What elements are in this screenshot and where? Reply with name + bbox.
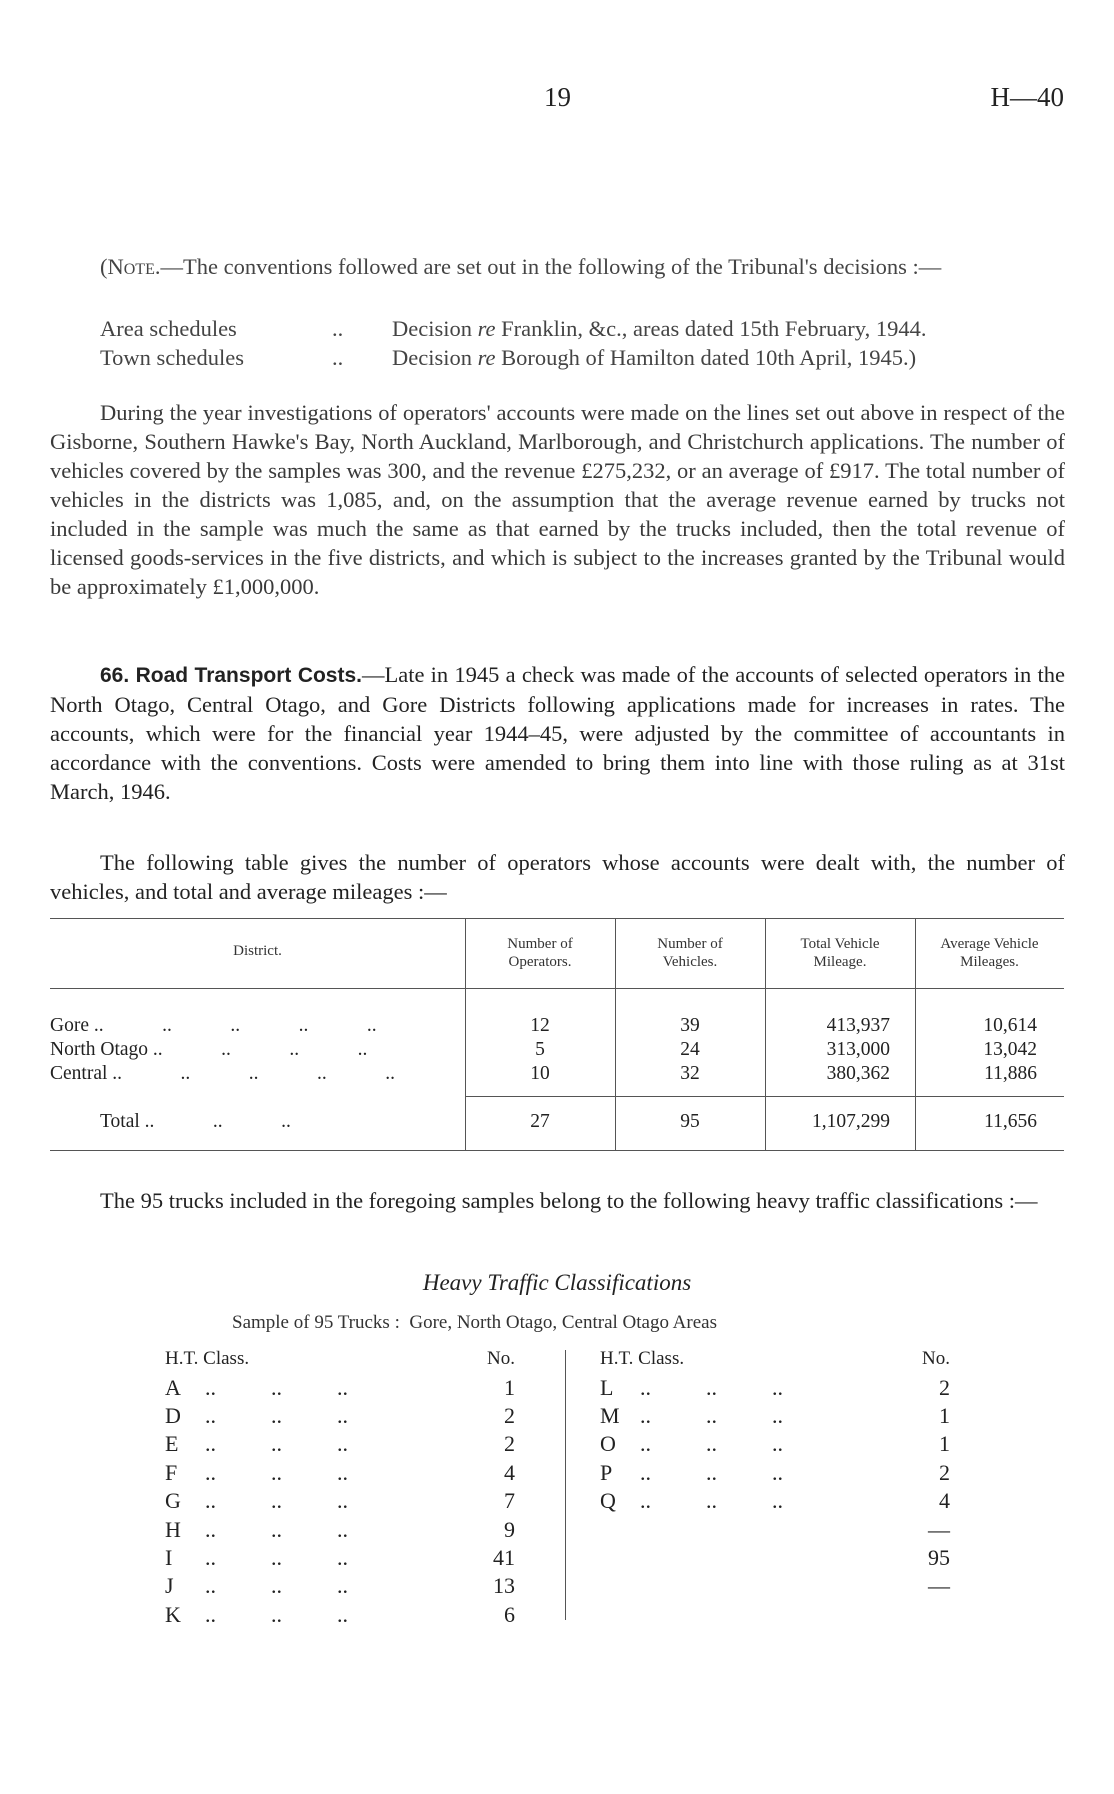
leader-dots: .. .. .. [640,1374,783,1400]
row-average-mileage: 13,042 [983,1039,1037,1060]
sample-areas: Gore, North Otago, Central Otago Areas [409,1312,717,1333]
leader-dots: .. .. .. .. .. [112,1063,396,1084]
leader-dots: .. .. .. [144,1111,291,1132]
classification-title: Heavy Traffic Classifications [422,1270,692,1295]
note-item-text-b: Borough of Hamilton dated 10th April, 1945.) [495,345,917,370]
header-total-mileage [765,935,915,971]
table-top-rule [50,918,1064,919]
row-operators: 5 [535,1039,545,1060]
leader-dots: .. .. .. [640,1488,783,1514]
note-item-dots: .. [332,316,344,341]
classification-row [165,1402,515,1430]
note-item-text-b: Franklin, &c., areas dated 15th February, 1944. [495,316,927,341]
note-item-re: re [477,345,496,370]
header-average-mileage [915,935,1064,971]
sample-label: Sample of 95 Trucks : [232,1312,400,1333]
note-item [100,343,1080,372]
classification-subtitle [232,1312,717,1334]
district-name: North Otago [50,1039,149,1060]
header-average-line1: Average Vehicle [940,936,1039,952]
section-66 [50,660,1065,806]
class-letter: H [165,1516,181,1542]
total-rule-top: — [928,1516,950,1542]
classification-row [600,1402,950,1430]
class-letter: O [600,1431,616,1457]
note-item-text-a: Decision [392,345,478,370]
leader-dots: .. .. .. [205,1573,348,1599]
class-letter: F [165,1459,178,1485]
classification-total [600,1544,950,1572]
header-total-line2: Mileage. [813,954,867,970]
classification-right-column [600,1345,950,1601]
class-count: 2 [939,1459,950,1485]
investigations-text: During the year investigations of operators' accounts were made on the lines set out above in respect of the Gisborne, Southern Hawke's Bay, North Auckland, Marlborough, and Christchurch applications. The number of vehicles covered by the samples was 300, and the revenue £275,232, or an average of £917. The total number of vehicles in the districts was 1,085, and, on the assumption that the average revenue earned by trucks not included in the sample was much the same as that earned by the trucks included, then the total revenue of licensed goods-services in the five districts, and which is subject to the increases granted by the Tribunal would be approximately £1,000,000. [50,400,1065,599]
col-no-header: No. [922,1348,950,1370]
row-total-mileage: 380,362 [826,1063,890,1084]
header-average-line2: Mileages. [960,954,1019,970]
row-district [50,1038,367,1062]
district-name: Central [50,1063,108,1084]
note-item-re: re [477,316,496,341]
header-operators-line2: Operators. [508,954,572,970]
class-letter: D [165,1402,181,1428]
note-label: Note. [107,254,161,279]
class-count: 6 [504,1601,515,1627]
classification-row [165,1487,515,1515]
leader-dots: .. .. .. [640,1459,783,1485]
leader-dots: .. .. .. [205,1544,348,1570]
leader-dots: .. .. .. [205,1402,348,1428]
class-count: 2 [504,1402,515,1428]
row-operators: 12 [530,1015,550,1036]
header-vehicles-line1: Number of [657,936,723,952]
trucks-paragraph [50,1186,1065,1215]
class-count: 4 [939,1488,950,1514]
classification-row [165,1430,515,1458]
classification-row [165,1373,515,1401]
table-intro [50,848,1065,906]
total-rule-bottom: — [928,1573,950,1599]
class-count: 1 [504,1374,515,1400]
class-count: 1 [939,1431,950,1457]
class-count: 9 [504,1516,515,1542]
leader-dots: .. .. .. [205,1601,348,1627]
leader-dots: .. .. .. [205,1431,348,1457]
note-intro-text: —The conventions followed are set out in the following of the Tribunal's decisions :— [160,254,942,279]
row-average-mileage: 10,614 [983,1015,1037,1036]
header-operators-line1: Number of [507,936,573,952]
classification-total-value: 95 [928,1544,950,1570]
classification-divider [565,1350,566,1620]
section-text: —Late in 1945 a check was made of the accounts of selected operators in the North Otago, Central Otago, and Gore Districts following applications made for increases in rates. The accounts, which were for the financial year 1944–45, were adjusted by the committee of accountants in accordance with the conventions. Costs were amended to bring them into line with those ruling as at 31st March, 1946. [50,662,1065,804]
note-item-label: Area schedules [100,316,237,341]
row-average-mileage: 11,886 [984,1063,1037,1084]
row-total-mileage: 413,937 [826,1015,890,1036]
header-operators [465,935,615,971]
total-operators: 27 [530,1111,550,1132]
class-count: 13 [493,1573,515,1599]
classification-row [600,1459,950,1487]
classification-left-column [165,1345,515,1629]
class-count: 2 [504,1431,515,1457]
classification-row [165,1459,515,1487]
class-count: 4 [504,1459,515,1485]
leader-dots: .. .. .. [205,1459,348,1485]
leader-dots: .. .. .. [205,1516,348,1542]
class-letter: A [165,1374,181,1400]
class-letter: M [600,1402,620,1428]
total-label-text: Total [100,1111,140,1132]
header-vehicles [615,935,765,971]
page-number: 19 [544,82,571,112]
note-item-text [392,314,926,343]
note-item-dots: .. [332,345,344,370]
leader-dots: .. .. .. [640,1431,783,1457]
classification-row [600,1373,950,1401]
note-item-label: Town schedules [100,345,245,370]
table-intro-text: The following table gives the number of operators whose accounts were dealt with, the number of vehicles, and total and average mileages :— [50,850,1065,904]
note-open-paren: ( [100,254,108,279]
class-letter: Q [600,1488,616,1514]
col-no-header: No. [487,1348,515,1370]
row-district [50,1014,377,1038]
col-class-header: H.T. Class. [165,1348,250,1370]
leader-dots: .. .. .. [640,1402,783,1428]
classification-row [165,1572,515,1600]
row-vehicles: 24 [680,1039,700,1060]
classification-row [165,1515,515,1543]
document-reference: H—40 [990,82,1064,112]
note-item [100,314,1080,343]
total-label [100,1110,291,1134]
class-count: 1 [939,1402,950,1428]
table-bottom-rule [50,1150,1064,1151]
class-letter: G [165,1488,181,1514]
note-intro [50,252,1065,281]
total-total-mileage: 1,107,299 [812,1111,890,1132]
class-count: 41 [493,1544,515,1570]
table-header-rule [50,988,1064,989]
class-count: 7 [504,1488,515,1514]
row-total-mileage: 313,000 [826,1039,890,1060]
class-letter: I [165,1544,173,1570]
column-header [165,1345,515,1373]
class-letter: L [600,1374,614,1400]
row-district [50,1062,395,1086]
leader-dots: .. .. .. [205,1374,348,1400]
classification-row [600,1487,950,1515]
section-heading: 66. Road Transport Costs. [100,664,362,687]
class-letter: J [165,1573,174,1599]
row-operators: 10 [530,1063,550,1084]
header-vehicles-line2: Vehicles. [662,954,718,970]
note-item-text [392,343,916,372]
classification-row [165,1601,515,1629]
classification-row [600,1430,950,1458]
trucks-text: The 95 trucks included in the foregoing samples belong to the following heavy traffic classifications :— [100,1188,1038,1213]
class-letter: E [165,1431,179,1457]
header-district: District. [233,943,282,959]
header-total-line1: Total Vehicle [800,936,880,952]
leader-dots: .. .. .. .. [152,1039,368,1060]
class-count: 2 [939,1374,950,1400]
total-vehicles: 95 [680,1111,700,1132]
note-item-text-a: Decision [392,316,478,341]
investigations-paragraph [50,398,1065,601]
note-schedules [100,314,1080,372]
row-vehicles: 32 [680,1063,700,1084]
row-vehicles: 39 [680,1015,700,1036]
col-class-header: H.T. Class. [600,1348,685,1370]
total-average-mileage: 11,656 [984,1111,1037,1132]
column-header [600,1345,950,1373]
leader-dots: .. .. .. .. .. [93,1015,377,1036]
leader-dots: .. .. .. [205,1488,348,1514]
class-letter: P [600,1459,613,1485]
class-letter: K [165,1601,181,1627]
classification-row [165,1544,515,1572]
district-name: Gore [50,1015,89,1036]
